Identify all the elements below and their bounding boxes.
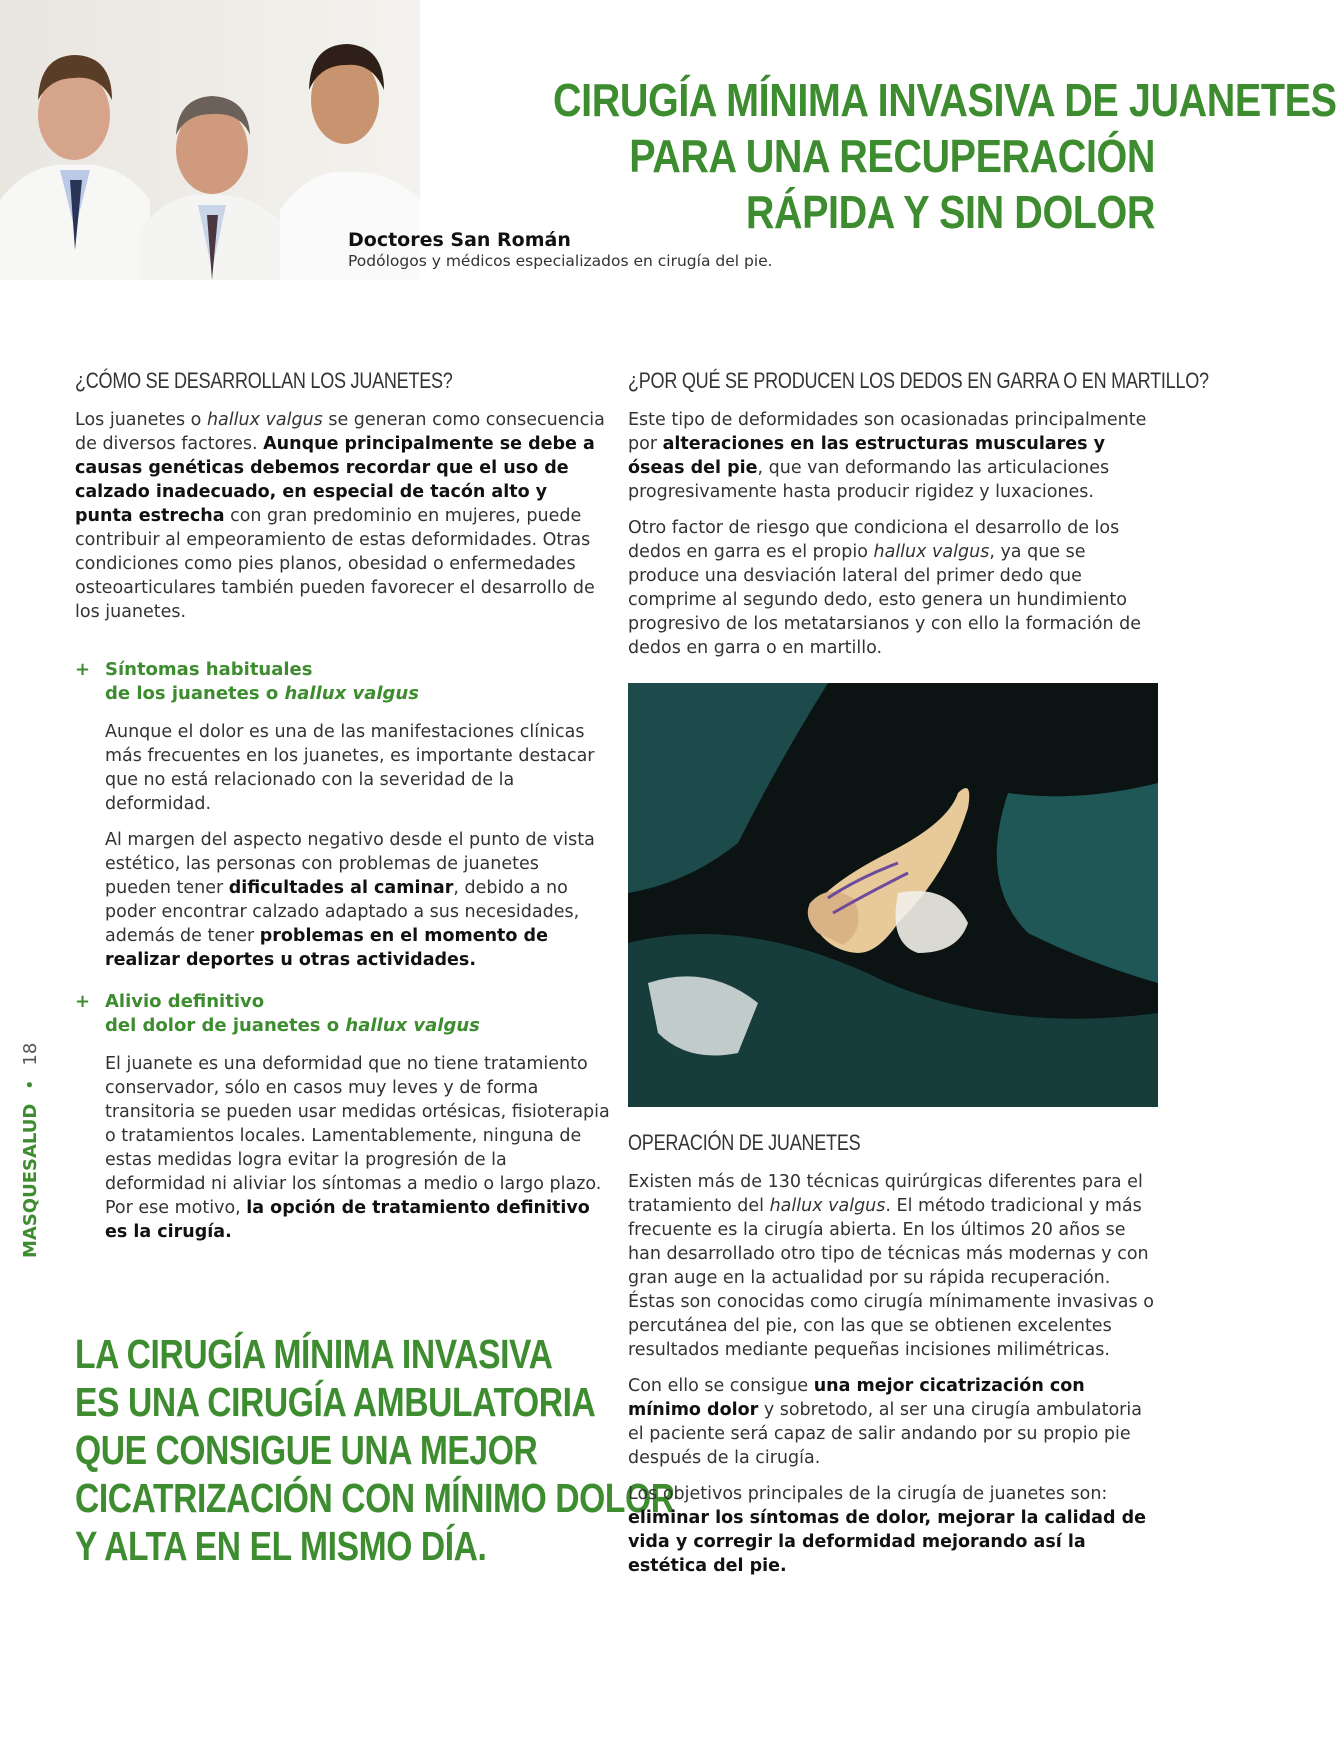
subheading-text: Alivio definitivo del dolor de juanetes o hallux valgus [105, 991, 480, 1036]
caption-role: Podólogos y médicos especializados en cirugía del pie. [348, 252, 773, 270]
section-heading: OPERACIÓN DE JUANETES [628, 1130, 861, 1155]
magazine-name: MASQUESALUD [20, 1103, 41, 1258]
operation-section [628, 1130, 1158, 1590]
paragraph: Otro factor de riesgo que condiciona el desarrollo de los dedos en garra es el propio hallux valgus, ya que se produce una desviación lateral del primer dedo que comprime al segundo dedo, esto genera un hundimiento progresivo de los metatarsianos y con ello la formación de dedos en garra o en martillo. [628, 518, 1142, 658]
article-title [553, 72, 1337, 240]
pull-quote-line: QUE CONSIGUE UNA MEJOR [75, 1427, 538, 1473]
right-column [628, 368, 1209, 672]
plus-icon: + [75, 991, 91, 1012]
surgery-photo [628, 683, 1158, 1107]
paragraph: Existen más de 130 técnicas quirúrgicas diferentes para el tratamiento del hallux valgus. El método tradicional y más frecuente es la cirugía abierta. En los últimos 20 años se han desarrollado otro tipo de técnicas más modernas y con gran auge en la actualidad por su rápida recuperación. Éstas son conocidas como cirugía mínimamente invasivas o percutánea del pie, con las que se obtienen excelentes resultados mediante pequeñas incisiones milimétricas. [628, 1172, 1154, 1360]
caption-name: Doctores San Román [348, 229, 571, 251]
subheading-text: Síntomas habituales de los juanetes o hallux valgus [105, 659, 419, 704]
subheading-symptoms [75, 658, 610, 706]
page-folio [20, 1018, 50, 1258]
subheading-relief [75, 990, 610, 1038]
paragraph: Con ello se consigue una mejor cicatrización con mínimo dolor y sobretodo, al ser una cirugía ambulatoria el paciente será capaz de salir andando por su propio pie después de la cirugía. [628, 1376, 1142, 1468]
paragraph: Los juanetes o hallux valgus se generan como consecuencia de diversos factores. Aunque principalmente se debe a causas genéticas debemos recordar que el uso de calzado inadecuado, en especial de tacón alto y punta estrecha con gran predominio en mujeres, puede contribuir al empeoramiento de estas deformidades. Otras condiciones como pies planos, obesidad o enfermedades osteoarticulares también pueden favorecer el desarrollo de los juanetes. [75, 410, 605, 622]
paragraph: El juanete es una deformidad que no tiene tratamiento conservador, sólo en casos muy leves y de forma transitoria se pueden usar medidas ortésicas, fisioterapia o tratamientos locales. Lamentablemente, ninguna de estas medidas logra evitar la progresión de la deformidad ni aliviar los síntomas a medio o largo plazo. Por ese motivo, la opción de tratamiento definitivo es la cirugía. [105, 1054, 610, 1242]
pull-quote-line: CICATRIZACIÓN CON MÍNIMO DOLOR [75, 1475, 675, 1521]
paragraph: Aunque el dolor es una de las manifestaciones clínicas más frecuentes en los juanetes, es importante destacar que no está relacionado con la severidad de la deformidad. [105, 722, 595, 814]
separator-dot: • [20, 1079, 41, 1090]
title-line: PARA UNA RECUPERACIÓN [629, 130, 1155, 182]
pull-quote [75, 1330, 675, 1570]
section-heading: ¿CÓMO SE DESARROLLAN LOS JUANETES? [75, 368, 453, 393]
left-column [75, 368, 610, 1256]
pull-quote-line: ES UNA CIRUGÍA AMBULATORIA [75, 1379, 596, 1425]
page-number: 18 [20, 1042, 41, 1066]
paragraph: Los objetivos principales de la cirugía de juanetes son: eliminar los síntomas de dolor, mejorar la calidad de vida y corregir la deformidad mejorando así la estética del pie. [628, 1484, 1147, 1576]
pull-quote-line: Y ALTA EN EL MISMO DÍA. [75, 1523, 487, 1569]
title-line: RÁPIDA Y SIN DOLOR [745, 186, 1155, 238]
section-heading: ¿POR QUÉ SE PRODUCEN LOS DEDOS EN GARRA O EN MARTILLO? [628, 368, 1209, 393]
paragraph: Al margen del aspecto negativo desde el punto de vista estético, las personas con problemas de juanetes pueden tener dificultades al caminar, debido a no poder encontrar calzado adaptado a sus necesidades, además de tener problemas en el momento de realizar deportes u otras actividades. [105, 830, 595, 970]
plus-icon: + [75, 659, 91, 680]
title-line: CIRUGÍA MÍNIMA INVASIVA DE JUANETES [553, 74, 1337, 126]
pull-quote-line: LA CIRUGÍA MÍNIMA INVASIVA [75, 1331, 553, 1377]
paragraph: Este tipo de deformidades son ocasionadas principalmente por alteraciones en las estructuras musculares y óseas del pie, que van deformando las articulaciones progresivamente hasta producir rigidez y luxaciones. [628, 410, 1147, 502]
